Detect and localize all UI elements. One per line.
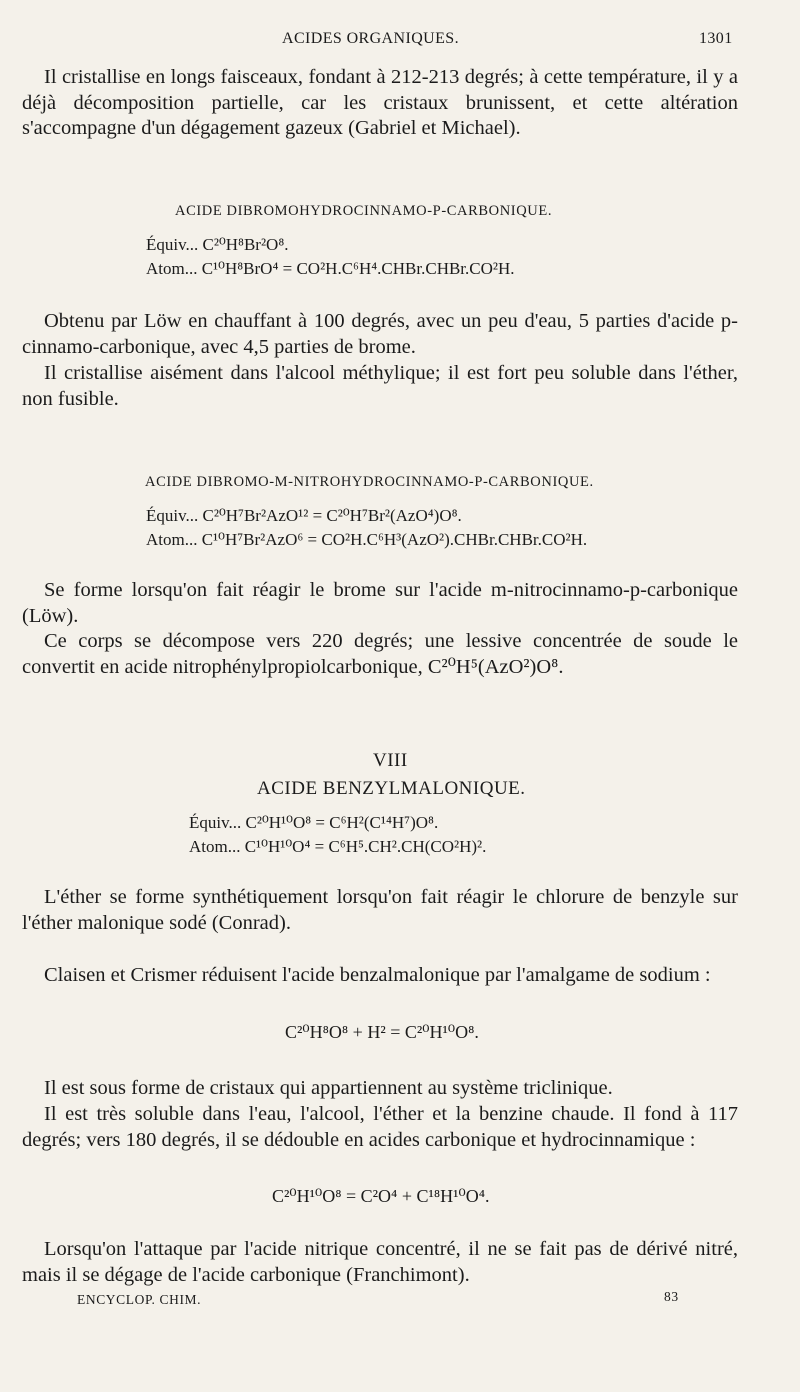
section-title-dibromo-nitro: ACIDE DIBROMO-M-NITROHYDROCINNAMO-P-CARBONIQUE.	[145, 474, 594, 490]
page-number: 1301	[699, 30, 733, 47]
paragraph: Il est très soluble dans l'eau, l'alcool, l'éther et la benzine chaude. Il fond à 117 degrés; vers 180 degrés, il se dédouble en acides carbonique et hydrocinnamique :	[22, 1103, 738, 1151]
footer-source: ENCYCLOP. CHIM.	[77, 1292, 202, 1307]
equation: C²⁰H¹⁰O⁸ = C²O⁴ + C¹⁸H¹⁰O⁴.	[272, 1186, 490, 1206]
paragraph: Ce corps se décompose vers 220 degrés; une lessive concentrée de soude le convertit en acide nitrophénylpropiolcarbonique, C²⁰H⁵(AzO²)O⁸.	[22, 630, 738, 678]
section-numeral: VIII	[373, 750, 408, 771]
equation: C²⁰H⁸O⁸ + H² = C²⁰H¹⁰O⁸.	[285, 1022, 479, 1042]
paragraph: Lorsqu'on l'attaque par l'acide nitrique concentré, il ne se fait pas de dérivé nitré, mais il se dégage de l'acide carbonique (Franchimont).	[22, 1238, 738, 1286]
section-title-dibromohydrocinnamo: ACIDE DIBROMOHYDROCINNAMO-P-CARBONIQUE.	[175, 203, 553, 219]
running-header-title: ACIDES ORGANIQUES.	[282, 30, 459, 47]
formula-atom: Atom... C¹⁰H⁷Br²AzO⁶ = CO²H.C⁶H³(AzO²).CHBr.CHBr.CO²H.	[146, 530, 588, 549]
paragraph: Claisen et Crismer réduisent l'acide benzalmalonique par l'amalgame de sodium :	[44, 964, 711, 986]
formula-equiv: Équiv... C²⁰H⁷Br²AzO¹² = C²⁰H⁷Br²(AzO⁴)O⁸.	[146, 506, 462, 525]
paragraph: Il est sous forme de cristaux qui appartiennent au système triclinique.	[44, 1077, 613, 1099]
paragraph: Se forme lorsqu'on fait réagir le brome sur l'acide m-nitrocinnamo-p-carbonique (Löw).	[22, 579, 738, 627]
paragraph: Il cristallise aisément dans l'alcool méthylique; il est fort peu soluble dans l'éther, non fusible.	[22, 362, 738, 410]
formula-atom: Atom... C¹⁰H⁸BrO⁴ = CO²H.C⁶H⁴.CHBr.CHBr.CO²H.	[146, 259, 515, 278]
section-title-benzylmalonique: ACIDE BENZYLMALONIQUE.	[257, 778, 526, 799]
paragraph-continuation: Il cristallise en longs faisceaux, fondant à 212-213 degrés; à cette température, il y a déjà décomposition partielle, car les cristaux brunissent, et cette altération s'accompagne d'un dégagement gazeux (Gabriel et Michael).	[22, 66, 738, 140]
formula-equiv: Équiv... C²⁰H⁸Br²O⁸.	[146, 235, 289, 254]
footer-signature: 83	[664, 1289, 679, 1304]
formula-atom: Atom... C¹⁰H¹⁰O⁴ = C⁶H⁵.CH².CH(CO²H)².	[189, 837, 487, 856]
paragraph: L'éther se forme synthétiquement lorsqu'on fait réagir le chlorure de benzyle sur l'éther malonique sodé (Conrad).	[22, 886, 738, 934]
formula-equiv: Équiv... C²⁰H¹⁰O⁸ = C⁶H²(C¹⁴H⁷)O⁸.	[189, 813, 439, 832]
paragraph: Obtenu par Löw en chauffant à 100 degrés, avec un peu d'eau, 5 parties d'acide p-cinnamo-carbonique, avec 4,5 parties de brome.	[22, 310, 738, 358]
